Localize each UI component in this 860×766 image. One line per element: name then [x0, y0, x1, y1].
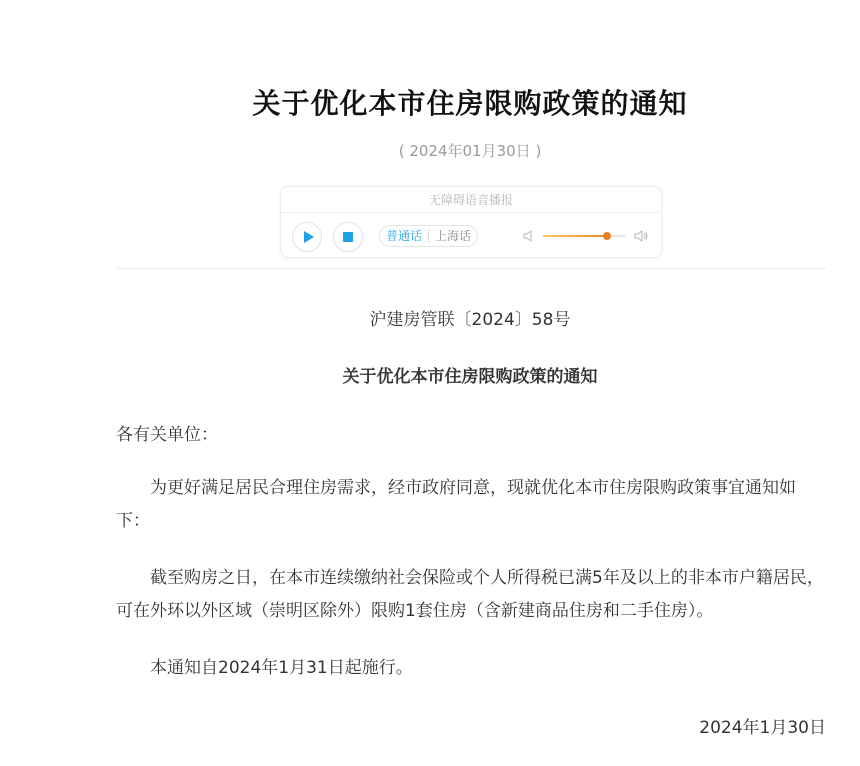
language-option-mandarin[interactable]: 普通话 [386, 229, 423, 243]
salutation: 各有关单位： [116, 425, 218, 445]
body-paragraph: 截至购房之日，在本市连续缴纳社会保险或个人所得税已满5年及以上的非本市户籍居民，可在外环以外区域（崇明区除外）限购1套住房（含新建商品住房和二手住房）。 [116, 568, 824, 621]
stop-icon [343, 232, 353, 242]
play-icon [304, 231, 314, 243]
stop-button[interactable] [333, 222, 363, 252]
header-divider [116, 268, 826, 269]
page-title: 关于优化本市住房限购政策的通知 [252, 87, 688, 120]
language-toggle [379, 225, 478, 247]
publish-date: ( 2024年01月30日 ) [398, 142, 542, 160]
body-paragraph: 本通知自2024年1月31日起施行。 [150, 658, 413, 678]
body-paragraph: 为更好满足居民合理住房需求，经市政府同意，现就优化本市住房限购政策事宜通知如下： [116, 478, 796, 531]
play-button[interactable] [292, 222, 322, 252]
volume-low-icon[interactable] [521, 228, 537, 244]
document-number: 沪建房管联〔2024〕58号 [369, 310, 571, 330]
volume-slider[interactable] [543, 235, 625, 237]
audio-player-header: 无障碍语音播报 [281, 187, 661, 213]
volume-high-icon[interactable] [633, 228, 649, 244]
document-subtitle: 关于优化本市住房限购政策的通知 [342, 367, 598, 387]
language-option-shanghainese[interactable]: 上海话 [435, 229, 472, 243]
signature-date: 2024年1月30日 [699, 718, 826, 738]
volume-slider-fill [543, 235, 607, 237]
volume-slider-handle[interactable] [603, 232, 611, 240]
audio-player [280, 186, 662, 258]
